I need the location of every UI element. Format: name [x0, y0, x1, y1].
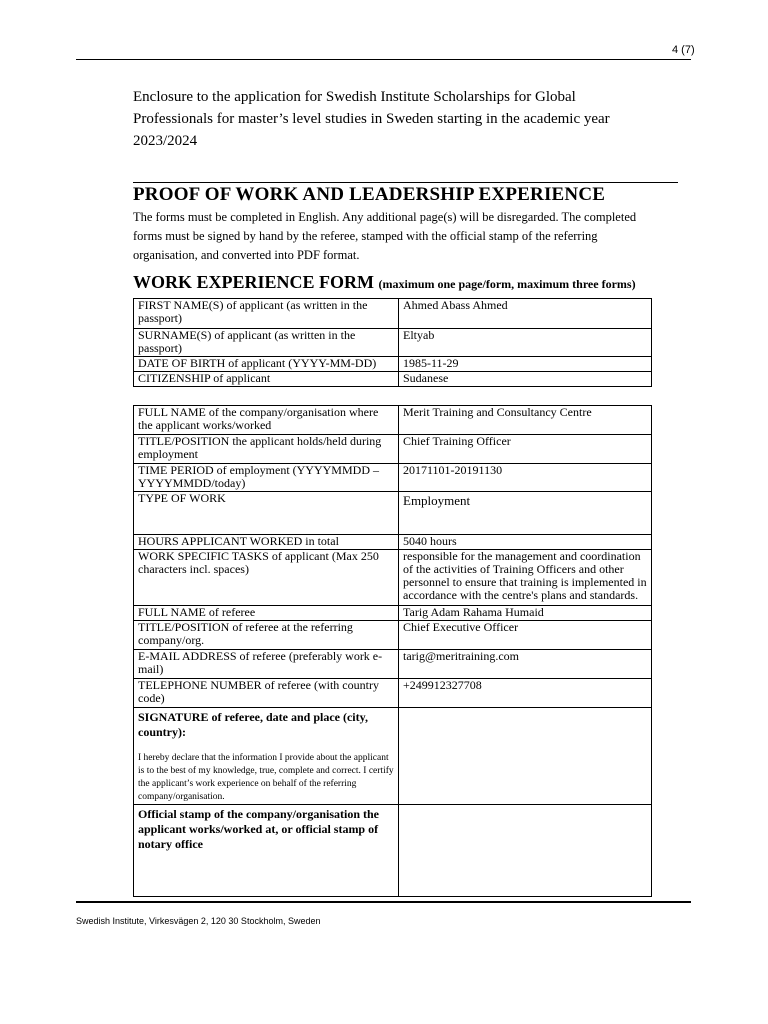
table-row: [134, 606, 652, 621]
hours-field[interactable]: 5040 hours: [399, 535, 652, 550]
stamp-cell: [134, 805, 399, 897]
table-row: [134, 535, 652, 550]
table-row: [134, 650, 652, 679]
stamp-label: Official stamp of the company/organisation the applicant works/worked at, or official stamp of notary office: [138, 807, 379, 851]
work-type-field[interactable]: Employment: [399, 492, 652, 535]
section-divider: [133, 182, 678, 183]
referee-name-field[interactable]: Tarig Adam Rahama Humaid: [399, 606, 652, 621]
work-type-label: TYPE OF WORK: [134, 492, 399, 535]
table-row: [134, 621, 652, 650]
signature-label: SIGNATURE of referee, date and place (city, country):: [138, 710, 368, 739]
table-row: [134, 372, 652, 387]
company-field[interactable]: Merit Training and Consultancy Centre: [399, 406, 652, 435]
table-row: [134, 329, 652, 357]
table-row: [134, 805, 652, 897]
table-row: [134, 492, 652, 535]
surname-label: SURNAME(S) of applicant (as written in the passport): [134, 329, 399, 357]
proof-title: PROOF OF WORK AND LEADERSHIP EXPERIENCE: [133, 184, 606, 205]
table-row: [134, 708, 652, 805]
applicant-table: [133, 298, 652, 387]
tasks-field[interactable]: responsible for the management and coordination of the activities of Training Officers and other personnel to ensure that training is implemented in accordance with the centre's plans and standards.: [399, 550, 652, 606]
position-field[interactable]: Chief Training Officer: [399, 435, 652, 464]
table-row: [134, 464, 652, 492]
signature-field[interactable]: [399, 708, 652, 805]
signature-cell: [134, 708, 399, 805]
enclosure-intro: Enclosure to the application for Swedish Institute Scholarships for Global Professionals for master’s level studies in Sweden starting in the academic year 2023/2024: [133, 89, 610, 149]
work-table: [133, 405, 652, 897]
position-label: TITLE/POSITION the applicant holds/held during employment: [134, 435, 399, 464]
signature-declaration: I hereby declare that the information I provide about the applicant is to the best of my knowledge, true, complete and correct. I certify the applicant’s work experience on behalf of the referring company/organisation.: [138, 753, 394, 802]
dob-label: DATE OF BIRTH of applicant (YYYY-MM-DD): [134, 357, 399, 372]
tasks-label: WORK SPECIFIC TASKS of applicant (Max 250 characters incl. spaces): [134, 550, 399, 606]
period-label: TIME PERIOD of employment (YYYYMMDD – YYYYMMDD/today): [134, 464, 399, 492]
period-field[interactable]: 20171101-20191130: [399, 464, 652, 492]
email-field[interactable]: tarig@meritraining.com: [399, 650, 652, 679]
citizenship-field[interactable]: Sudanese: [399, 372, 652, 387]
citizenship-label: CITIZENSHIP of applicant: [134, 372, 399, 387]
table-row: [134, 679, 652, 708]
referee-name-label: FULL NAME of referee: [134, 606, 399, 621]
header-divider: [76, 59, 691, 60]
table-row: [134, 299, 652, 329]
referee-title-label: TITLE/POSITION of referee at the referring company/org.: [134, 621, 399, 650]
first-name-field[interactable]: Ahmed Abass Ahmed: [399, 299, 652, 329]
form-title-text: WORK EXPERIENCE FORM: [133, 272, 375, 292]
email-label: E-MAIL ADDRESS of referee (preferably work e-mail): [134, 650, 399, 679]
footer-address: Swedish Institute, Virkesvägen 2, 120 30 Stockholm, Sweden: [76, 916, 321, 926]
table-row: [134, 357, 652, 372]
form-subtitle: (maximum one page/form, maximum three forms): [378, 277, 636, 291]
hours-label: HOURS APPLICANT WORKED in total: [134, 535, 399, 550]
company-label: FULL NAME of the company/organisation where the applicant works/worked: [134, 406, 399, 435]
table-row: [134, 550, 652, 606]
phone-label: TELEPHONE NUMBER of referee (with country code): [134, 679, 399, 708]
page-number: 4 (7): [672, 44, 695, 56]
referee-title-field[interactable]: Chief Executive Officer: [399, 621, 652, 650]
phone-field[interactable]: +249912327708: [399, 679, 652, 708]
surname-field[interactable]: Eltyab: [399, 329, 652, 357]
form-title: [133, 272, 636, 293]
first-name-label: FIRST NAME(S) of applicant (as written in the passport): [134, 299, 399, 329]
footer-divider: [76, 901, 691, 903]
table-row: [134, 406, 652, 435]
stamp-field[interactable]: [399, 805, 652, 897]
table-row: [134, 435, 652, 464]
dob-field[interactable]: 1985-11-29: [399, 357, 652, 372]
proof-description: The forms must be completed in English. Any additional page(s) will be disregarded. The completed forms must be signed by hand by the referee, stamped with the official stamp of the referring organisation, and converted into PDF format.: [133, 210, 637, 262]
